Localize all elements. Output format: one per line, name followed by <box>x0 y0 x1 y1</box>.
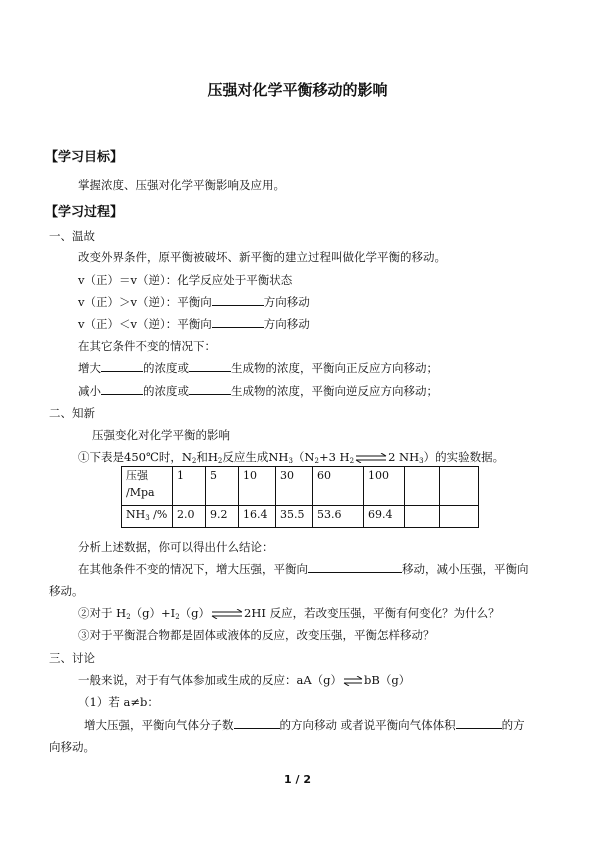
table-row <box>122 506 479 528</box>
part1-label: 一、温故 <box>49 229 95 243</box>
part1-line2: v（正）＝v（逆）：化学反应处于平衡状态 <box>78 273 293 287</box>
conclusion-line-end: 移动。 <box>49 584 84 598</box>
subscript: 3 <box>288 457 293 465</box>
table-cell: 69.4 <box>364 506 405 528</box>
text: 增大 <box>78 361 101 375</box>
part3-line2: （1）若 a≠b： <box>78 695 159 709</box>
table-header-nh3 <box>122 506 173 528</box>
part1-line6 <box>78 360 438 376</box>
text: 2HI 反应，若改变压强，平衡有何变化？为什么？ <box>244 606 500 620</box>
part2-subtitle: 压强变化对化学平衡的影响 <box>92 428 230 442</box>
part3-label: 三、讨论 <box>49 651 95 665</box>
equilibrium-arrow-icon <box>342 676 364 686</box>
subscript: 2 <box>314 457 319 465</box>
page-number: 1 / 2 <box>284 773 311 786</box>
equilibrium-arrow-icon <box>210 609 244 619</box>
text: 在其他条件不变的情况下，增大压强，平衡向 <box>78 562 308 576</box>
question-2 <box>78 605 500 621</box>
process-header: 【学习过程】 <box>45 205 124 220</box>
subscript: 2 <box>126 613 131 621</box>
subscript: 2 <box>175 613 180 621</box>
table-cell <box>440 467 479 506</box>
fill-blank[interactable] <box>189 360 231 372</box>
subscript: 2 <box>191 457 197 465</box>
text: 的方 <box>501 718 525 732</box>
part1-line5: 在其它条件不变的情况下： <box>78 339 216 353</box>
part3-line3 <box>84 717 525 733</box>
text: 和H <box>196 450 218 464</box>
part1-line1: 改变外界条件，原平衡被破坏、新平衡的建立过程叫做化学平衡的移动。 <box>78 250 446 264</box>
text: +3 H <box>318 450 350 464</box>
table-cell: 100 <box>364 467 405 506</box>
text: 移动，减小压强，平衡向 <box>402 562 529 576</box>
table-cell: 1 <box>173 467 206 506</box>
table-cell: 53.6 <box>313 506 364 528</box>
text: ）的实验数据。 <box>423 450 505 464</box>
text: （g） <box>179 606 211 620</box>
table-row <box>122 467 479 506</box>
text: 2 NH <box>388 450 420 464</box>
fill-blank[interactable] <box>234 717 280 729</box>
goal-header: 【学习目标】 <box>45 150 124 165</box>
table-cell <box>405 506 440 528</box>
text: 的方向移动 或者说平衡向气体体积 <box>279 718 456 732</box>
text: 的浓度或 <box>143 384 189 398</box>
table-cell: 60 <box>313 467 364 506</box>
fill-blank[interactable] <box>189 383 231 395</box>
text: /% <box>149 508 168 521</box>
text: NH <box>126 508 146 521</box>
conclusion-line <box>78 561 529 577</box>
fill-blank[interactable] <box>212 294 264 306</box>
table-cell: 30 <box>276 467 313 506</box>
part1-line7 <box>78 383 438 399</box>
equilibrium-arrow-icon <box>354 453 388 463</box>
fill-blank[interactable] <box>212 316 264 328</box>
table-cell <box>405 467 440 506</box>
table-cell: 10 <box>239 467 276 506</box>
table-cell: 2.0 <box>173 506 206 528</box>
text: v（正）＞v（逆）：平衡向 <box>78 295 212 309</box>
fill-blank[interactable] <box>101 360 143 372</box>
text: bB（g） <box>364 673 411 687</box>
fill-blank[interactable] <box>101 383 143 395</box>
text: （N <box>292 450 315 464</box>
part1-line4 <box>78 316 310 332</box>
table-cell: 5 <box>206 467 239 506</box>
experiment-data-table <box>121 466 479 528</box>
subscript: 3 <box>419 457 424 465</box>
text: 增大压强，平衡向气体分子数 <box>84 718 234 732</box>
goal-text: 掌握浓度、压强对化学平衡影响及应用。 <box>78 178 285 192</box>
subscript: 3 <box>145 514 150 522</box>
subscript: 2 <box>349 457 355 465</box>
analyze-prompt: 分析上述数据，你可以得出什么结论： <box>78 540 274 554</box>
page-title: 压强对化学平衡移动的影响 <box>207 81 388 99</box>
text: ①下表是450℃时，N <box>78 450 192 464</box>
question-1 <box>78 449 504 465</box>
text: （g）+I <box>130 606 176 620</box>
table-cell: 16.4 <box>239 506 276 528</box>
question-3: ③对于平衡混合物都是固体或液体的反应，改变压强，平衡怎样移动？ <box>78 628 435 642</box>
table-cell: 35.5 <box>276 506 313 528</box>
part2-label: 二、知新 <box>49 406 95 420</box>
text: 一般来说，对于有气体参加或生成的反应：aA（g） <box>78 673 343 687</box>
part1-line3 <box>78 294 310 310</box>
text: 反应生成NH <box>222 450 289 464</box>
text: 压强 /Mpa <box>126 469 155 499</box>
part3-line4: 向移动。 <box>49 740 95 754</box>
text: ②对于 H <box>78 606 127 620</box>
text: 方向移动 <box>263 317 310 331</box>
text: 的浓度或 <box>143 361 189 375</box>
text: 生成物的浓度，平衡向正反应方向移动； <box>231 361 438 375</box>
table-header-pressure <box>122 467 173 506</box>
text: 生成物的浓度，平衡向逆反应方向移动； <box>231 384 438 398</box>
fill-blank[interactable] <box>308 561 402 573</box>
text: 减小 <box>78 384 101 398</box>
part3-line1 <box>78 672 410 688</box>
fill-blank[interactable] <box>456 717 502 729</box>
table-cell <box>440 506 479 528</box>
table-cell: 9.2 <box>206 506 239 528</box>
text: v（正）＜v（逆）：平衡向 <box>78 317 212 331</box>
text: 方向移动 <box>263 295 310 309</box>
subscript: 2 <box>217 457 223 465</box>
